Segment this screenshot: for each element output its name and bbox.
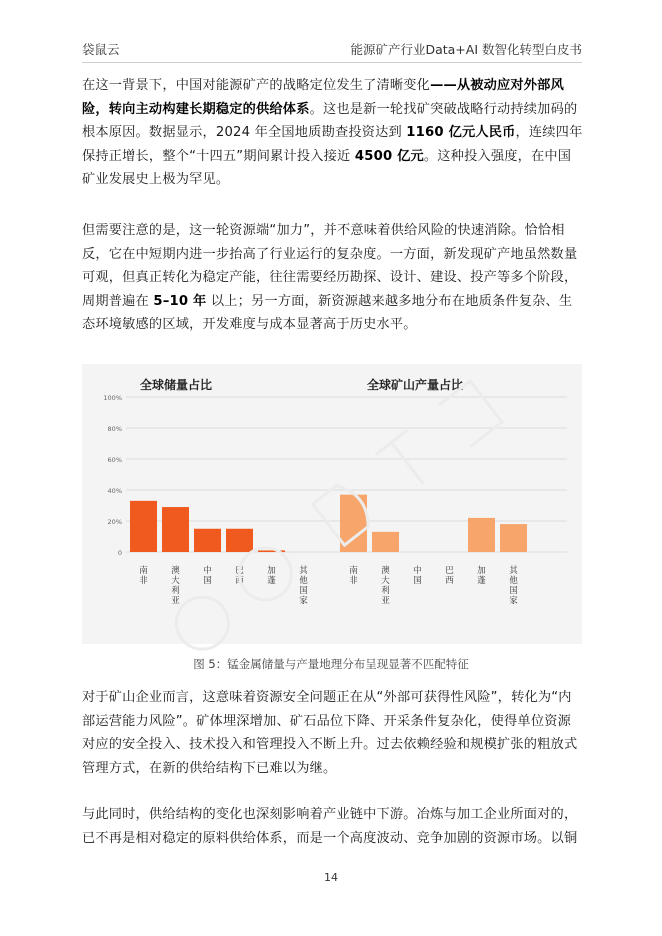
bar: [194, 529, 221, 552]
y-tick-label: 0: [117, 549, 122, 557]
bar: [500, 524, 527, 552]
x-tick-label: 南非: [349, 566, 358, 586]
x-tick-label: 其他国家: [509, 566, 518, 606]
y-tick-label: 40%: [107, 487, 122, 495]
bar: [372, 532, 399, 552]
p1-text-3: ，连续四年保持正增长，整个“十四五”期间累计投入接近: [82, 125, 583, 164]
bar: [468, 518, 495, 552]
paragraph-3: 对于矿山企业而言，这意味着资源安全问题正在从“外部可获得性风险”，转化为“内部运营能力风险”。矿体埋深增加、矿石品位下降、开采条件复杂化，使得单位资源对应的安全投入、技术投入和管理投入不断上升。过去依赖经验和规模扩张的粗放式管理方式，在新的供给结构下已难以为继。: [82, 690, 578, 776]
chart-title: 全球储量占比: [140, 378, 213, 392]
paragraph-1: [82, 74, 584, 192]
bar: [162, 507, 189, 552]
p1-bold-2: 1160 亿元人民币: [406, 125, 516, 140]
x-tick-label: 澳大利亚: [381, 566, 390, 606]
bar: [258, 550, 285, 552]
y-tick-label: 80%: [107, 425, 122, 433]
x-tick-label: 加蓬: [267, 566, 276, 586]
p2-text-2: 以上；另一方面，新资源越来越多地分布在地质条件复杂、生态环境敏感的区域，开发难度与成本显著高于历史水平。: [82, 293, 573, 332]
paragraph-4: 与此同时，供给结构的变化也深刻影响着产业链中下游。冶炼与加工企业所面对的，已不再是相对稳定的原料供给体系，而是一个高度波动、竞争加剧的资源市场。以铜: [82, 807, 578, 846]
header-doc-title: 能源矿产行业Data+AI 数智化转型白皮书: [350, 42, 582, 57]
p1-text-4: 。这种投入强度，在中国矿业发展史上极为罕见。: [82, 148, 572, 187]
p1-text-1: 在这一背景下，中国对能源矿产的战略定位发生了清晰变化: [82, 78, 431, 93]
x-tick-label: 加蓬: [477, 566, 486, 586]
page-number: 14: [324, 871, 338, 884]
p2-text-1: 但需要注意的是，这一轮资源端“加力”，并不意味着供给风险的快速消除。恰恰相反，它在中短期内进一步抬高了行业运行的复杂度。一方面，新发现矿产地虽然数量可观，但真正转化为稳定产能，往往需要经历勘探、设计、建设、投产等多个阶段，周期普遍在: [82, 223, 578, 309]
p1-bold-1: ——从被动应对外部风险，转向主动构建长期稳定的供给体系: [82, 78, 564, 117]
bar-charts-svg: [82, 364, 582, 644]
x-tick-label: 巴西: [235, 566, 244, 586]
bar: [130, 501, 157, 552]
y-tick-label: 100%: [103, 394, 122, 402]
x-tick-label: 中国: [413, 566, 422, 586]
chart-figure: [82, 364, 582, 644]
figure-caption: 图 5：锰金属储量与产量地理分布呈现显著不匹配特征: [193, 657, 469, 671]
x-tick-label: 其他国家: [299, 566, 308, 606]
x-tick-label: 南非: [139, 566, 148, 586]
header-brand: 袋鼠云: [82, 42, 120, 57]
x-tick-label: 中国: [203, 566, 212, 586]
page-header: [82, 40, 582, 63]
y-tick-label: 60%: [107, 456, 122, 464]
paragraph-2: [82, 219, 584, 337]
p1-bold-3: 4500 亿元: [354, 148, 424, 164]
x-tick-label: 巴西: [445, 566, 454, 586]
y-tick-label: 20%: [107, 518, 122, 526]
bar: [340, 495, 367, 552]
x-tick-label: 澳大利亚: [171, 566, 180, 606]
chart-title: 全球矿山产量占比: [367, 378, 464, 392]
p2-bold-1: 5–10 年: [153, 293, 207, 309]
bar: [226, 529, 253, 552]
p1-text-2: 。这也是新一轮找矿突破战略行动持续加码的根本原因。数据显示，2024 年全国地质勘查投资达到: [82, 101, 578, 140]
